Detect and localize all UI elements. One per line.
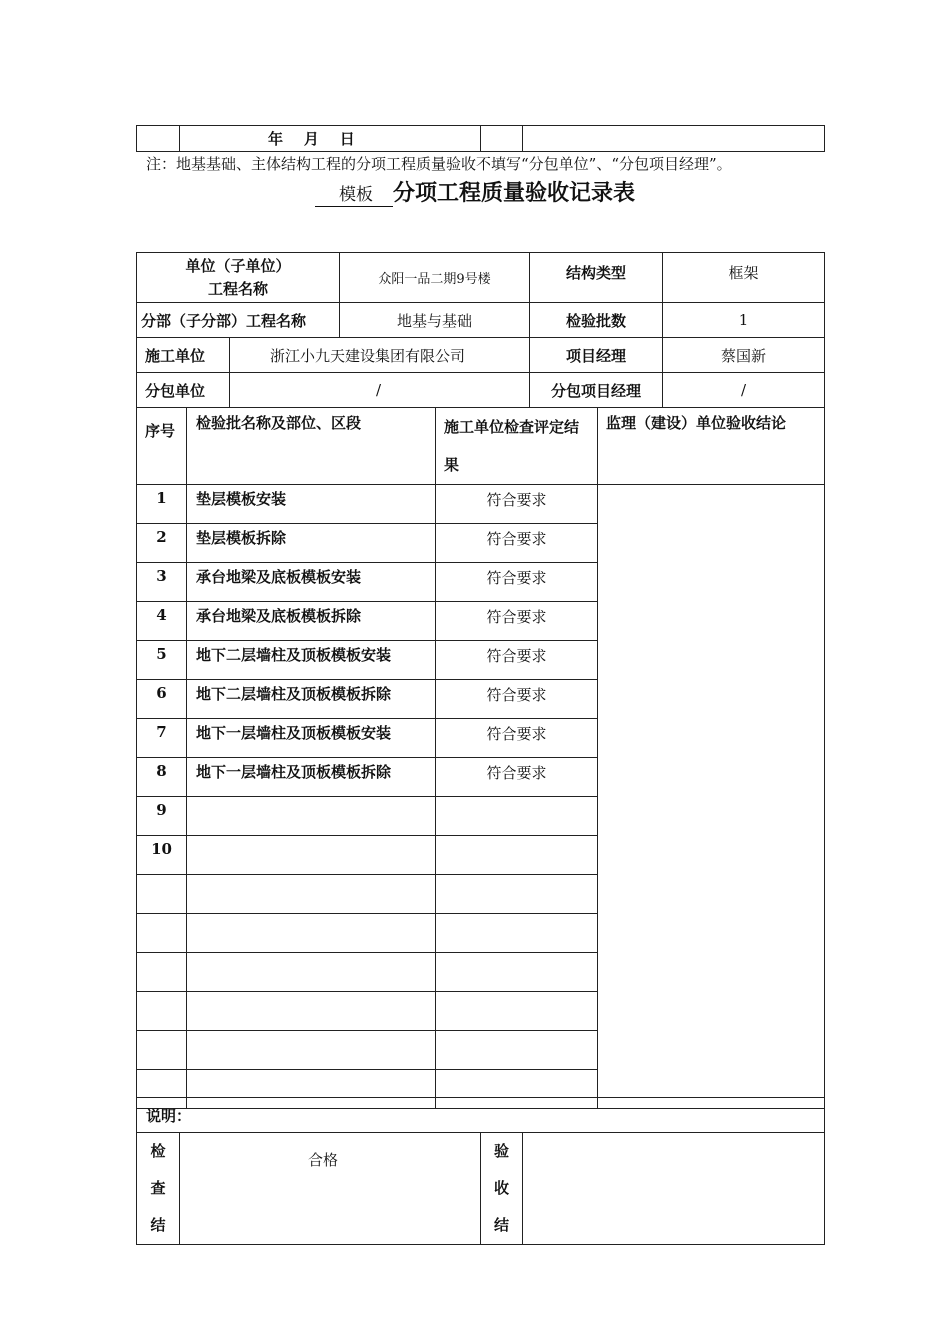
row-number: 1 (137, 485, 187, 524)
row-check-result (436, 836, 598, 875)
header-supervision: 监理（建设）单位验收结论 (598, 408, 825, 485)
unit-label (137, 253, 340, 303)
batch-value: 1 (663, 303, 825, 338)
row-check-result (436, 914, 598, 953)
unit-label-line1: 单位（子单位） (185, 256, 291, 275)
acceptance-conclusion-value (523, 1133, 825, 1245)
row-check-result: 符合要求 (436, 758, 598, 797)
remarks-label: 说明： (137, 1098, 825, 1133)
check-char-1: 检 (150, 1142, 166, 1160)
pm-value: 蔡国新 (663, 338, 825, 373)
sub-label: 分包单位 (137, 373, 230, 408)
pm-label: 项目经理 (530, 338, 663, 373)
empty-cell (481, 126, 523, 152)
title-blank-field: 模板 (315, 180, 393, 207)
row-number: 7 (137, 719, 187, 758)
row-number: 2 (137, 524, 187, 563)
accept-char-3: 结 (493, 1216, 509, 1234)
empty-cell (523, 126, 825, 152)
contractor-label: 施工单位 (137, 338, 230, 373)
inspection-batch-table (136, 407, 825, 1109)
header-name: 检验批名称及部位、区段 (187, 408, 436, 485)
accept-char-1: 验 (493, 1142, 509, 1160)
sub-pm-value: / (663, 373, 825, 408)
row-check-result: 符合要求 (436, 524, 598, 563)
row-number: 9 (137, 797, 187, 836)
header-no: 序号 (137, 408, 187, 485)
division-value: 地基与基础 (340, 303, 530, 338)
row-number (137, 953, 187, 992)
row-batch-name (187, 797, 436, 836)
row-batch-name: 地下一层墙柱及顶板模板拆除 (187, 758, 436, 797)
structure-value: 框架 (663, 253, 825, 303)
check-conclusion-value: 合格 (180, 1133, 481, 1245)
title-main: 分项工程质量验收记录表 (392, 180, 635, 206)
row-number: 6 (137, 680, 187, 719)
page-title (0, 176, 950, 207)
row-batch-name: 垫层模板安装 (187, 485, 436, 524)
accept-char-2: 收 (493, 1179, 509, 1197)
previous-page-date-row (136, 125, 825, 152)
row-check-result (436, 992, 598, 1031)
row-number (137, 992, 187, 1031)
empty-cell (137, 126, 180, 152)
row-batch-name: 地下二层墙柱及顶板模板安装 (187, 641, 436, 680)
row-batch-name: 垫层模板拆除 (187, 524, 436, 563)
row-batch-name: 承台地梁及底板模板安装 (187, 563, 436, 602)
row-check-result: 符合要求 (436, 563, 598, 602)
row-number: 8 (137, 758, 187, 797)
project-info-table (136, 252, 825, 408)
row-number: 3 (137, 563, 187, 602)
row-check-result: 符合要求 (436, 680, 598, 719)
check-conclusion-label (137, 1133, 180, 1245)
batch-label: 检验批数 (530, 303, 663, 338)
sub-pm-label: 分包项目经理 (530, 373, 663, 408)
date-cell: 年 月 日 (180, 126, 481, 152)
note-text: 注：地基基础、主体结构工程的分项工程质量验收不填写“分包单位”、“分包项目经理”。 (146, 155, 732, 173)
sub-value: / (230, 373, 530, 408)
contractor-value: 浙江小九天建设集团有限公司 (230, 338, 530, 373)
row-batch-name (187, 914, 436, 953)
row-check-result: 符合要求 (436, 602, 598, 641)
row-check-result: 符合要求 (436, 641, 598, 680)
row-check-result (436, 797, 598, 836)
conclusion-table (136, 1097, 825, 1245)
row-number (137, 875, 187, 914)
row-batch-name: 承台地梁及底板模板拆除 (187, 602, 436, 641)
row-check-result (436, 875, 598, 914)
check-char-2: 查 (150, 1179, 166, 1197)
row-check-result (436, 953, 598, 992)
row-batch-name (187, 992, 436, 1031)
row-batch-name (187, 1031, 436, 1070)
header-check: 施工单位检查评定结果 (436, 408, 598, 485)
row-number (137, 1031, 187, 1070)
row-check-result (436, 1031, 598, 1070)
acceptance-conclusion-label (481, 1133, 523, 1245)
unit-label-line2: 工程名称 (208, 279, 269, 298)
row-batch-name (187, 836, 436, 875)
row-batch-name (187, 875, 436, 914)
row-number: 10 (137, 836, 187, 875)
division-label: 分部（子分部）工程名称 (137, 303, 340, 338)
row-check-result: 符合要求 (436, 485, 598, 524)
structure-label: 结构类型 (530, 253, 663, 303)
row-batch-name: 地下一层墙柱及顶板模板安装 (187, 719, 436, 758)
row-batch-name (187, 953, 436, 992)
row-number: 5 (137, 641, 187, 680)
check-char-3: 结 (150, 1216, 166, 1234)
row-number: 4 (137, 602, 187, 641)
row-number (137, 914, 187, 953)
unit-value: 众阳一品二期9号楼 (340, 253, 530, 303)
row-batch-name: 地下二层墙柱及顶板模板拆除 (187, 680, 436, 719)
row-check-result: 符合要求 (436, 719, 598, 758)
table-row (137, 485, 825, 524)
supervision-conclusion-cell (598, 485, 825, 1109)
